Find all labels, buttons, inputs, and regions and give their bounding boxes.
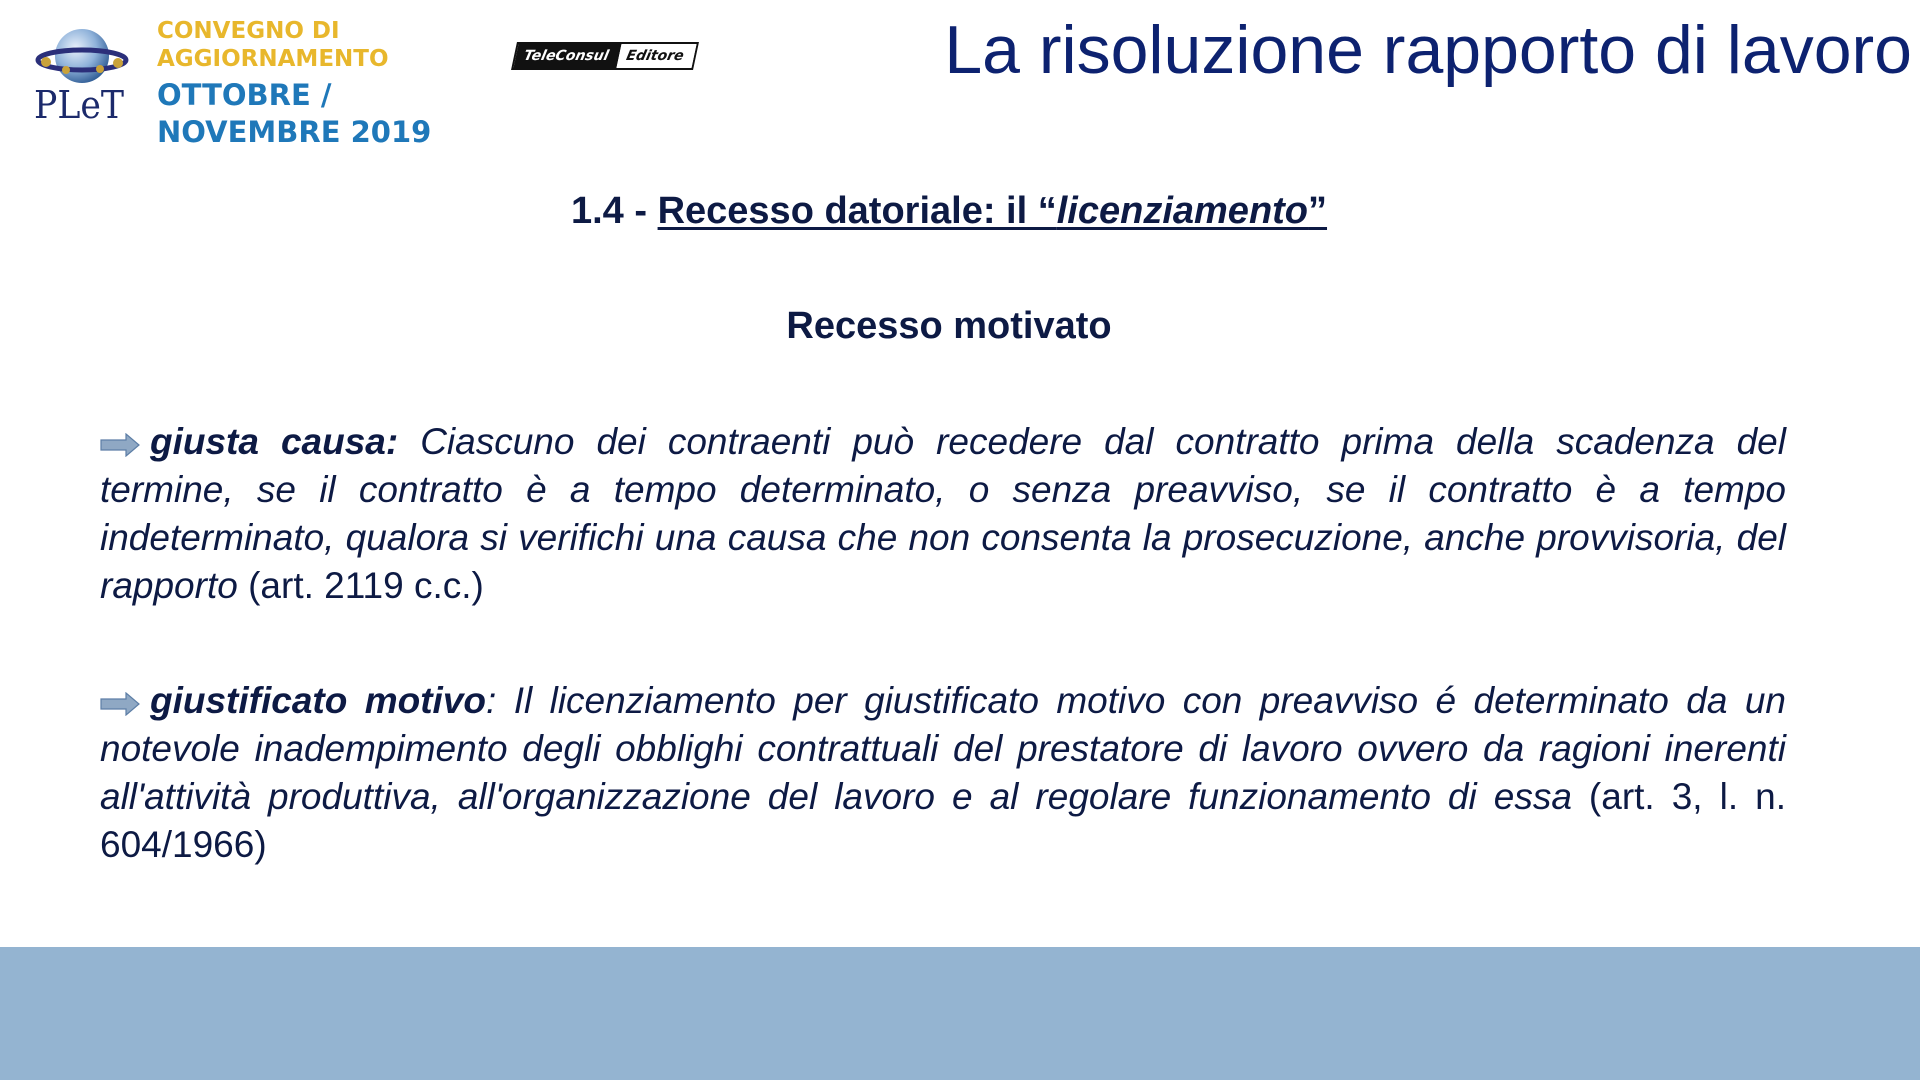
event-line-1: CONVEGNO DI <box>157 18 340 44</box>
publisher-label: Editore <box>616 44 696 68</box>
logo-text: PLeT <box>34 83 124 126</box>
right-arrow-icon <box>100 692 140 716</box>
bullet-reference: (art. 2119 c.c.) <box>237 565 484 606</box>
bullet-text: : Il licenziamento per giustificato motivo con preavviso é determinato da un notevole inadempimento degli obblighi contrattuali del prestatore di lavoro ovvero da ragioni inerenti all'attività produttiva, all'organizzazione del lavoro e al regolare funzionamento di essa <box>100 680 1786 817</box>
bullet-text: Ciascuno dei contraenti può recedere dal contratto prima della scadenza del termine, se il contratto è a tempo determinato, o senza preavviso, se il contratto è a tempo indeterminato, qualora si verifichi una causa che non consenta la prosecuzione, anche provvisoria, del rapporto <box>100 421 1786 606</box>
event-line-2: AGGIORNAMENTO <box>157 46 389 72</box>
section-heading <box>0 188 1898 234</box>
right-arrow-icon <box>100 433 140 457</box>
publisher-logo <box>511 42 699 70</box>
publisher-name: TeleConsul <box>513 44 621 68</box>
slide-title: La risoluzione rapporto di lavoro <box>944 12 1912 88</box>
globe-logo-icon <box>30 16 135 126</box>
event-date-line-2: NOVEMBRE 2019 <box>157 115 432 149</box>
section-title: Recesso datoriale: il “licenziamento” <box>657 190 1328 232</box>
subheading: Recesso motivato <box>786 305 1112 347</box>
plet-logo <box>30 16 135 126</box>
event-date-line-1: OTTOBRE / <box>157 78 332 112</box>
footer-band <box>0 947 1920 1080</box>
bullet-giustificato-motivo <box>100 677 1786 869</box>
section-title-emphasis: licenziamento <box>1056 190 1309 232</box>
bullet-reference: (art. 3, l. n. 604/1966) <box>100 776 1786 865</box>
section-number: 1.4 - <box>570 190 658 232</box>
bullet-term: giustificato motivo <box>150 680 487 721</box>
bullet-term: giusta causa: <box>150 421 399 462</box>
bullet-giusta-causa <box>100 418 1786 610</box>
